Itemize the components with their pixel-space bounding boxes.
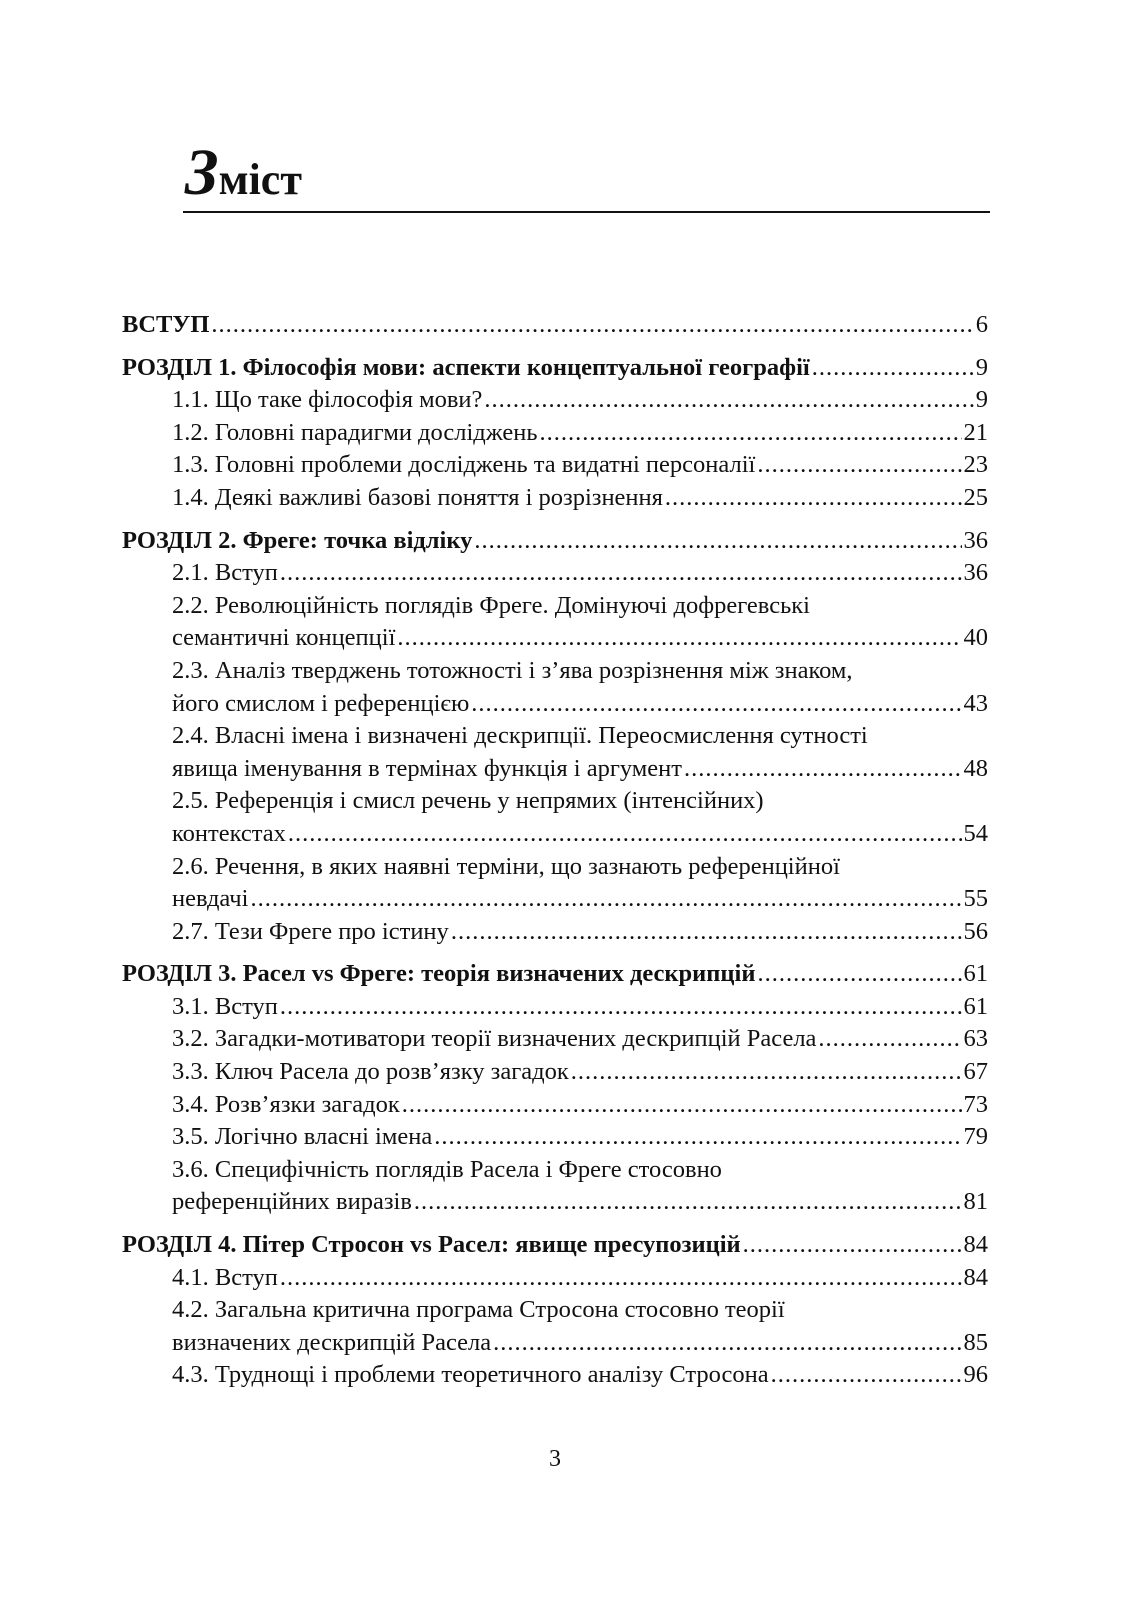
toc-section-entry[interactable]: [122, 1294, 988, 1359]
toc-entry-line: [172, 622, 988, 655]
toc-entry-line: [172, 1359, 988, 1392]
toc-entry-title: 2.2. Революційність поглядів Фреге. Домінуючі дофрегевські: [172, 591, 810, 619]
toc-page-number: 85: [963, 1328, 988, 1356]
dot-leader: [280, 991, 962, 1024]
toc-page-number: 48: [963, 754, 988, 782]
toc-page-number: 79: [963, 1123, 988, 1151]
toc-entry-title: 1.3. Головні проблеми досліджень та видатні персоналії: [172, 451, 756, 479]
toc-page-number: 40: [963, 624, 988, 652]
toc-entry-line: [172, 557, 988, 590]
toc-entry-title: 3.5. Логічно власні імена: [172, 1123, 433, 1151]
toc-page-number: 73: [963, 1090, 988, 1118]
toc-chapter-entry[interactable]: [122, 525, 988, 558]
toc-entry-title: 1.2. Головні парадигми досліджень: [172, 418, 538, 446]
toc-entry-title: 3.1. Вступ: [172, 992, 278, 1020]
toc-entry-line: [172, 1121, 988, 1154]
toc-page-number: 9: [975, 386, 988, 414]
toc-section-entry[interactable]: [122, 916, 988, 949]
dot-leader: [812, 352, 974, 385]
toc-entry-line: [172, 384, 988, 417]
toc-entry-title: семантичні концепції: [172, 624, 396, 652]
toc-section-entry[interactable]: [122, 851, 988, 916]
toc-chapter-entry[interactable]: [122, 309, 988, 342]
dot-leader: [665, 482, 962, 515]
toc-entry-line: [172, 1089, 988, 1122]
dot-leader: [397, 622, 961, 655]
toc-entry-line: [122, 958, 988, 991]
dot-leader: [757, 958, 961, 991]
toc-section-entry[interactable]: [122, 384, 988, 417]
toc-entry-line: [172, 1327, 988, 1360]
toc-entry-line: [172, 688, 988, 721]
toc-section-entry[interactable]: [122, 449, 988, 482]
toc-page-number: 54: [963, 819, 988, 847]
dot-leader: [684, 753, 962, 786]
toc-entry-title: РОЗДІЛ 2. Фреге: точка відліку: [122, 526, 473, 554]
dot-leader: [571, 1056, 962, 1089]
toc-entry-title: 3.4. Розв’язки загадок: [172, 1090, 400, 1118]
dot-leader: [280, 1262, 962, 1295]
toc-entry-title: 2.3. Аналіз тверджень тотожності і з’ява розрізнення між знаком,: [172, 656, 853, 684]
toc-entry-title: 4.3. Труднощі і проблеми теоретичного аналізу Стросона: [172, 1361, 769, 1389]
toc-section-entry[interactable]: [122, 1023, 988, 1056]
toc-entry-title: 3.6. Специфічність поглядів Расела і Фреге стосовно: [172, 1155, 722, 1183]
toc-entry-title: невдачі: [172, 885, 249, 913]
toc-page-number: 36: [963, 526, 988, 554]
toc-section-entry[interactable]: [122, 482, 988, 515]
toc-section-entry[interactable]: [122, 590, 988, 655]
toc-entry-line: [172, 1056, 988, 1089]
toc-section-entry[interactable]: [122, 1121, 988, 1154]
toc-entry-title: 4.2. Загальна критична програма Стросона стосовно теорії: [172, 1296, 785, 1324]
toc-page-number: 23: [963, 451, 988, 479]
toc-entry-line: [172, 1262, 988, 1295]
toc-entry-title: РОЗДІЛ 4. Пітер Стросон vs Расел: явище пресупозицій: [122, 1231, 741, 1259]
toc-chapter-entry[interactable]: [122, 1229, 988, 1262]
dot-leader: [414, 1186, 962, 1219]
dot-leader: [250, 883, 961, 916]
toc-entry-title: РОЗДІЛ 1. Філософія мови: аспекти концептуальної географії: [122, 353, 810, 381]
toc-page-number: 84: [963, 1263, 988, 1291]
toc-section-entry[interactable]: [122, 1359, 988, 1392]
toc-section-entry[interactable]: [122, 1262, 988, 1295]
toc-entry-line: [172, 482, 988, 515]
toc-entry-title: 1.1. Що таке філософія мови?: [172, 386, 483, 414]
toc-entry-line: [172, 1023, 988, 1056]
toc-entry-line: [172, 916, 988, 949]
dot-leader: [757, 449, 961, 482]
dot-leader: [211, 309, 973, 342]
toc-entry-line: [172, 417, 988, 450]
toc-entry-line: [122, 525, 988, 558]
dot-leader: [434, 1121, 961, 1154]
toc-entry-title: ВСТУП: [122, 311, 210, 338]
toc-page-number: 96: [963, 1361, 988, 1389]
toc-entry-title: 2.6. Речення, в яких наявні терміни, що зазнають референційної: [172, 852, 840, 880]
toc-entry-line: [172, 883, 988, 916]
toc-section-entry[interactable]: [122, 1089, 988, 1122]
toc-section-entry[interactable]: [122, 655, 988, 720]
dot-leader: [280, 557, 962, 590]
title-divider: [183, 211, 990, 213]
toc-entry-line: [172, 590, 988, 623]
toc-entry-title: 1.4. Деякі важливі базові поняття і розрізнення: [172, 483, 663, 511]
title-rest: міст: [218, 155, 302, 204]
toc-entry-line: [172, 1154, 988, 1187]
toc-page-number: 36: [963, 559, 988, 587]
toc-entry-title: 3.3. Ключ Расела до розв’язку загадок: [172, 1058, 569, 1086]
toc-section-entry[interactable]: [122, 557, 988, 590]
dot-leader: [288, 818, 962, 851]
toc-entry-line: [172, 1294, 988, 1327]
toc-entry-line: [122, 352, 988, 385]
dot-leader: [818, 1023, 961, 1056]
toc-entry-line: [172, 785, 988, 818]
toc-entry-line: [172, 1186, 988, 1219]
toc-page-number: 9: [975, 353, 988, 381]
dot-leader: [540, 417, 962, 450]
toc-entry-line: [122, 309, 988, 342]
toc-entry-title: референційних виразів: [172, 1188, 412, 1216]
toc-entry-title: його смислом і референцією: [172, 689, 470, 717]
toc-entry-title: 2.4. Власні імена і визначені дескрипції. Переосмислення сутності: [172, 722, 868, 750]
dot-leader: [743, 1229, 962, 1262]
toc-entry-line: [172, 991, 988, 1024]
dot-leader: [451, 916, 962, 949]
dot-leader: [402, 1089, 962, 1122]
toc-entry-line: [172, 851, 988, 884]
dot-leader: [493, 1327, 961, 1360]
toc-page-number: 61: [963, 992, 988, 1020]
toc-chapter-entry[interactable]: [122, 352, 988, 385]
toc-section-entry[interactable]: [122, 1154, 988, 1219]
toc-page-number: 81: [963, 1188, 988, 1216]
toc-section-entry[interactable]: [122, 785, 988, 850]
toc-page-number: 25: [963, 483, 988, 511]
toc-page-number: 6: [975, 311, 988, 338]
toc-entry-line: [122, 1229, 988, 1262]
toc-section-entry[interactable]: [122, 991, 988, 1024]
toc-entry-title: 3.2. Загадки-мотиватори теорії визначених дескрипцій Расела: [172, 1025, 817, 1053]
toc-entry-line: [172, 720, 988, 753]
toc-entry-line: [172, 449, 988, 482]
toc-page-number: 55: [963, 885, 988, 913]
toc-entry-title: явища іменування в термінах функція і аргумент: [172, 754, 682, 782]
dot-leader: [484, 384, 973, 417]
toc-page-number: 21: [963, 418, 988, 446]
toc-entry-title: 2.5. Референція і смисл речень у непрямих (інтенсійних): [172, 787, 764, 815]
dot-leader: [471, 688, 961, 721]
toc-page-number: 84: [963, 1231, 988, 1259]
table-of-contents: [122, 309, 988, 1392]
toc-entry-line: [172, 818, 988, 851]
toc-entry-title: контекстах: [172, 819, 286, 847]
toc-entry-line: [172, 753, 988, 786]
toc-page-number: 43: [963, 689, 988, 717]
toc-section-entry[interactable]: [122, 1056, 988, 1089]
toc-entry-title: визначених дескрипцій Расела: [172, 1328, 492, 1356]
dot-leader: [771, 1359, 962, 1392]
toc-entry-title: 2.7. Тези Фреге про істину: [172, 917, 449, 945]
toc-entry-title: 2.1. Вступ: [172, 559, 278, 587]
title-initial: З: [185, 136, 219, 209]
toc-entry-line: [172, 655, 988, 688]
toc-page-number: 67: [963, 1058, 988, 1086]
page-title: [185, 138, 302, 215]
dot-leader: [474, 525, 961, 558]
toc-page-number: 63: [963, 1025, 988, 1053]
toc-chapter-entry[interactable]: [122, 958, 988, 991]
toc-section-entry[interactable]: [122, 417, 988, 450]
toc-entry-title: РОЗДІЛ 3. Расел vs Фреге: теорія визначених дескрипцій: [122, 960, 756, 988]
toc-page-number: 61: [963, 960, 988, 988]
toc-entry-title: 4.1. Вступ: [172, 1263, 278, 1291]
page-number: 3: [549, 1446, 561, 1472]
toc-page-number: 56: [963, 917, 988, 945]
toc-section-entry[interactable]: [122, 720, 988, 785]
